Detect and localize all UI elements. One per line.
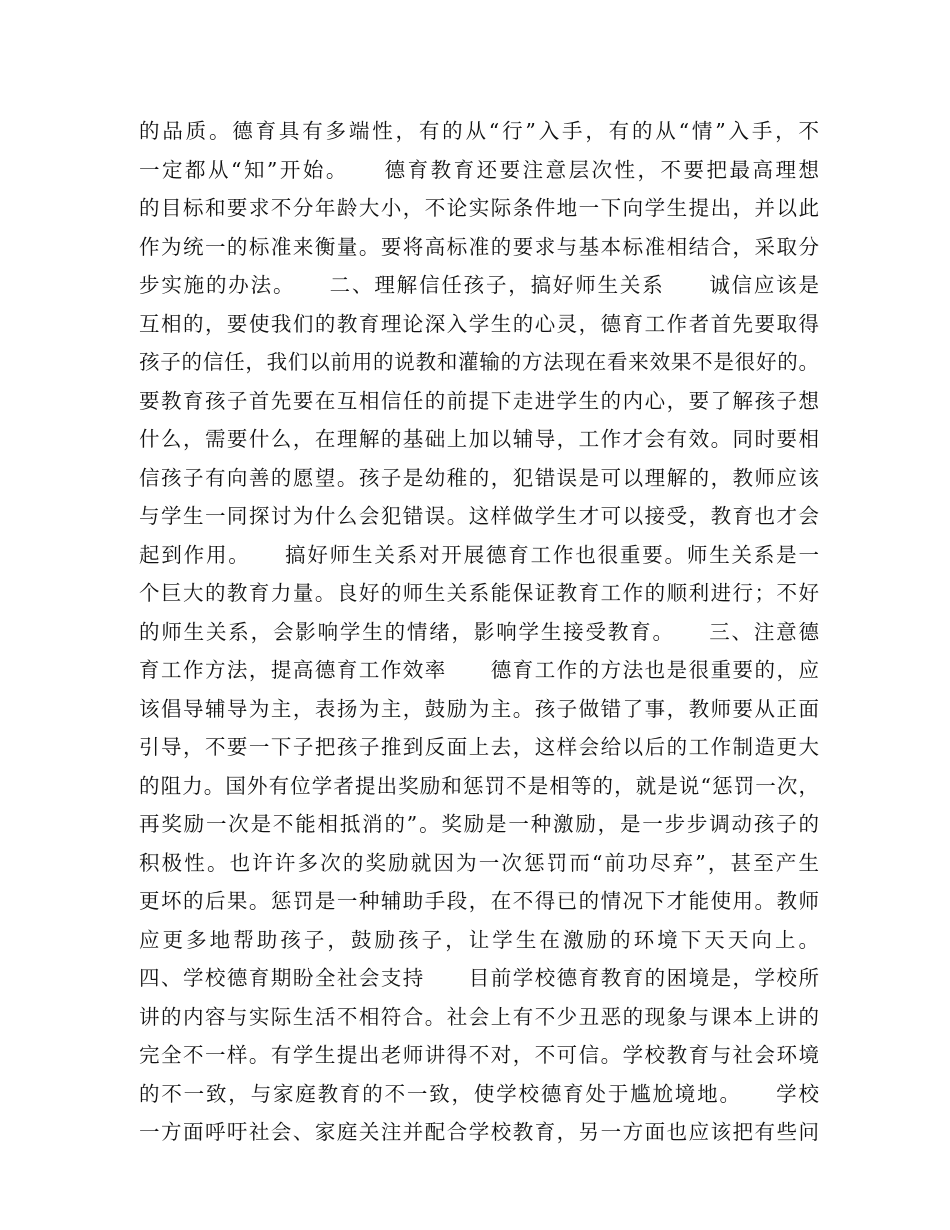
text-line: 一方面呼吁社会、家庭关注并配合学校教育，另一方面也应该把有些问	[139, 1120, 819, 1144]
text-line: 育工作方法，提高德育工作效率 德育工作的方法也是很重要的，应	[139, 658, 819, 682]
text-line: 应更多地帮助孩子，鼓励孩子，让学生在激励的环境下天天向上。	[139, 927, 819, 952]
text-line: 起到作用。 搞好师生关系对开展德育工作也很重要。师生关系是一	[139, 542, 819, 567]
text-line: 讲的内容与实际生活不相符合。社会上有不少丑恶的现象与课本上讲的	[139, 1004, 819, 1029]
text-line: 什么，需要什么，在理解的基础上加以辅导，工作才会有效。同时要相	[139, 427, 819, 451]
text-line: 个巨大的教育力量。良好的师生关系能保证教育工作的顺利进行；不好	[139, 581, 819, 605]
text-line: 引导，不要一下子把孩子推到反面上去，这样会给以后的工作制造更大	[139, 735, 819, 759]
text-line: 再奖励一次是不能相抵消的”。奖励是一种激励，是一步步调动孩子的	[139, 812, 819, 836]
text-line: 四、学校德育期盼全社会支持 目前学校德育教育的困境是，学校所	[139, 966, 819, 990]
text-line: 更坏的后果。惩罚是一种辅助手段，在不得已的情况下才能使用。教师	[139, 889, 819, 913]
text-line: 的师生关系，会影响学生的情绪，影响学生接受教育。 三、注意德	[139, 619, 819, 644]
text-line: 步实施的办法。 二、理解信任孩子，搞好师生关系 诚信应该是	[139, 273, 819, 297]
text-line: 的品质。德育具有多端性，有的从“行”入手，有的从“情”入手，不	[139, 119, 819, 143]
text-line: 要教育孩子首先要在互相信任的前提下走进学生的内心，要了解孩子想	[139, 388, 819, 413]
text-line: 的目标和要求不分年龄大小，不论实际条件地一下向学生提出，并以此	[139, 196, 819, 220]
text-line: 完全不一样。有学生提出老师讲得不对，不可信。学校教育与社会环境	[139, 1043, 819, 1067]
text-line: 一定都从“知”开始。 德育教育还要注意层次性，不要把最高理想	[139, 157, 819, 182]
text-line: 积极性。也许许多次的奖励就因为一次惩罚而“前功尽弃”，甚至产生	[139, 850, 819, 875]
text-line: 信孩子有向善的愿望。孩子是幼稚的，犯错误是可以理解的，教师应该	[139, 465, 819, 490]
body-text	[139, 112, 819, 1152]
text-line: 互相的，要使我们的教育理论深入学生的心灵，德育工作者首先要取得	[139, 311, 819, 336]
text-line: 孩子的信任，我们以前用的说教和灌输的方法现在看来效果不是很好的。	[139, 350, 819, 374]
text-line: 的不一致，与家庭教育的不一致，使学校德育处于尴尬境地。 学校	[139, 1081, 819, 1106]
text-line: 该倡导辅导为主，表扬为主，鼓励为主。孩子做错了事，教师要从正面	[139, 696, 819, 721]
text-line: 的阻力。国外有位学者提出奖励和惩罚不是相等的，就是说“惩罚一次，	[139, 773, 819, 798]
text-line: 与学生一同探讨为什么会犯错误。这样做学生才可以接受，教育也才会	[139, 504, 819, 528]
text-line: 作为统一的标准来衡量。要将高标准的要求与基本标准相结合，采取分	[139, 234, 819, 259]
